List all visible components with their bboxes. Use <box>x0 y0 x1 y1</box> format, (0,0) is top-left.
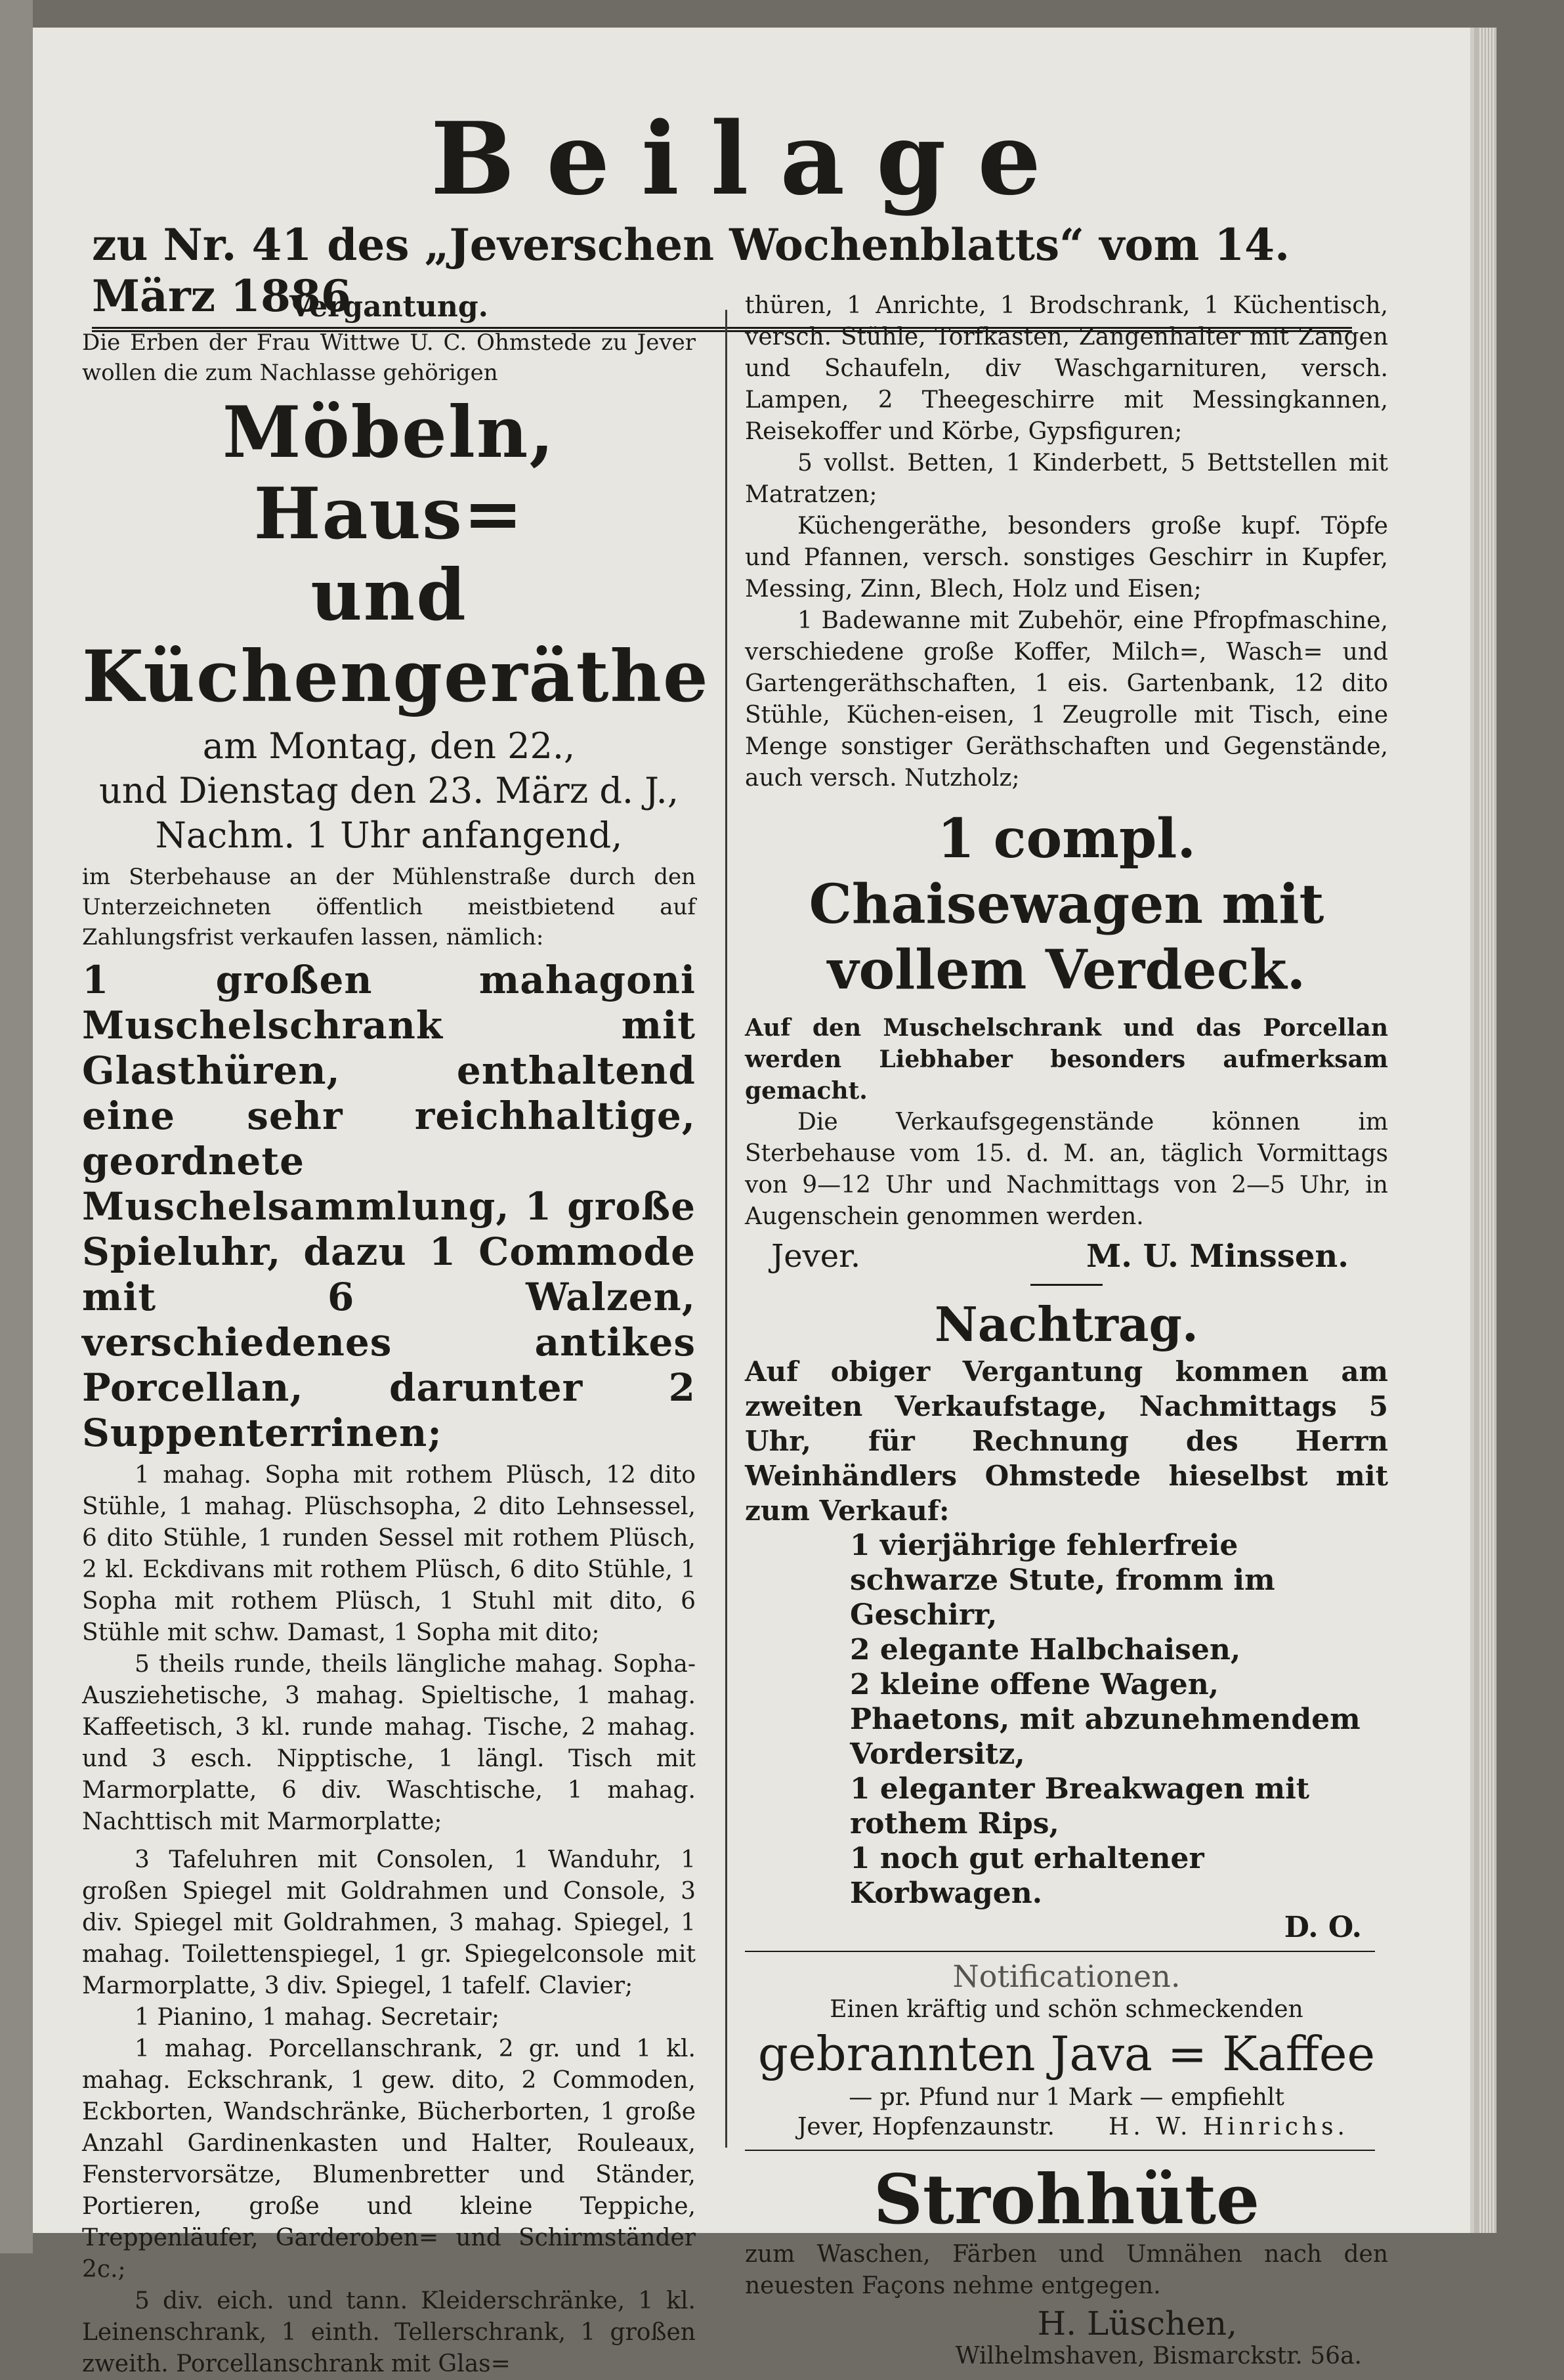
list-item: 5 div. eich. und tann. Kleiderschränke, 1 kl. Leinenschrank, 1 einth. Tellerschrank, 1 großen zweith. Porcellanschrank mit Glas= <box>82 2287 696 2377</box>
list-item: 1 noch gut erhaltener Korbwagen. <box>850 1842 1204 1910</box>
featured-items: 1 großen mahagoni Muschelschrank mit Glasthüren, enthaltend eine sehr reichhaltige, geordnete Muschelsammlung, 1 große Spieluhr, dazu 1 Commode mit 6 Walzen, verschiedenes antikes Porcellan, darunter 2 Suppenterrinen; <box>82 958 696 1455</box>
signature-line <box>745 1238 1388 1275</box>
auction-date-1: am Montag, den 22., <box>202 725 576 767</box>
viewing-note: Die Verkaufsgegenstände können im Sterbehause vom 15. d. M. an, täglich Vormittags von 9—12 Uhr und Nachmittags von 2—5 Uhr, in Augenschein genommen werden. <box>745 1109 1388 1230</box>
coffee-price: — pr. Pfund nur 1 Mark — empfiehlt <box>849 2084 1284 2111</box>
list-item: 2 kleine offene Wagen, Phaetons, mit abzunehmendem Vordersitz, <box>850 1668 1361 1771</box>
list-item: 2 elegante Halbchaisen, <box>850 1633 1241 1667</box>
straw-hats-title: Strohhüte <box>873 2159 1260 2240</box>
nachtrag-signature: D. O. <box>1284 1911 1362 1944</box>
list-item: 3 Tafeluhren mit Consolen, 1 Wanduhr, 1 großen Spiegel mit Goldrahmen und Console, 3 div. Spiegel mit Goldrahmen, 3 mahag. Spiegel, 1 mahag. Toilettenspiegel, 1 gr. Spiegelconsole mit Marmorplatte, 3 div. Spiegel, 1 tafelf. Clavier; <box>82 1846 696 1999</box>
nachtrag-title: Nachtrag. <box>935 1296 1198 1352</box>
straw-hats-address: Wilhelmshaven, Bismarckstr. 56a. <box>955 2343 1362 2369</box>
coffee-signature <box>745 2114 1388 2140</box>
page-edge <box>1479 28 1496 2233</box>
coffee-intro: Einen kräftig und schön schmeckenden <box>830 1996 1303 2023</box>
list-item: Küchengeräthe, besonders große kupf. Töpfe und Pfannen, versch. sonstiges Geschirr in Kupfer, Messing, Zinn, Blech, Holz und Eisen; <box>745 513 1388 603</box>
wagon-headline: 1 compl. Chaisewagen mit vollem Verdeck. <box>809 807 1324 1002</box>
issue-reference: zu Nr. 41 des „Jeverschen Wochenblatts“ vom 14. März 1886 <box>92 219 1290 322</box>
notifications-title: Notificationen. <box>952 1959 1181 1994</box>
coffee-address: Jever, Hopfenzaunstr. <box>797 2114 1055 2140</box>
masthead-title: Beilage <box>430 100 1073 217</box>
scan-margin <box>0 0 33 2253</box>
place-name: Jever. <box>771 1238 861 1275</box>
straw-hats-seller: H. Lüschen, <box>1037 2305 1237 2343</box>
auction-title-2: und Küchengeräthe <box>82 554 709 718</box>
straw-hats-text: zum Waschen, Färben und Umnähen nach den neuesten Façons nehme entgegen. <box>745 2241 1388 2299</box>
list-item: 1 vierjährige fehlerfreie schwarze Stute, fromm im Geschirr, <box>850 1529 1275 1632</box>
auction-title-1: Möbeln, Haus= <box>222 391 555 555</box>
divider-rule <box>745 2150 1375 2151</box>
list-item: 1 Pianino, 1 mahag. Secretair; <box>135 2004 499 2031</box>
divider-rule <box>745 1951 1375 1952</box>
collector-note: Auf den Muschelschrank und das Porcellan werden Liebhaber besonders aufmerksam gemacht. <box>745 1014 1388 1105</box>
auction-intro: Die Erben der Frau Wittwe U. C. Ohmstede zu Jever wollen die zum Nachlasse gehörigen <box>82 329 696 386</box>
divider-rule <box>1030 1284 1103 1286</box>
list-item: 1 mahag. Sopha mit rothem Plüsch, 12 dito Stühle, 1 mahag. Plüschsopha, 2 dito Lehnsessel, 6 dito Stühle, 1 runden Sessel mit rothem Plüsch, 2 kl. Eckdivans mit rothem Plüsch, 6 dito Stühle, 1 Sopha mit rothem Plüsch, 1 Stuhl mit dito, 6 Stühle mit schw. Damast, 1 Sopha mit dito; <box>82 1462 696 1646</box>
list-item: 5 theils runde, theils längliche mahag. Sopha-Ausziehetische, 3 mahag. Spieltische, 1 mahag. Kaffeetisch, 3 kl. runde mahag. Tische, 2 mahag. und 3 esch. Nipptische, 1 längl. Tisch mit Marmorplatte, 6 div. Waschtische, 1 mahag. Nachttisch mit Marmorplatte; <box>82 1651 696 1835</box>
auction-date-3: Nachm. 1 Uhr anfangend, <box>155 815 623 856</box>
auction-heading: Vergantung. <box>289 290 488 324</box>
newspaper-page <box>33 28 1470 2377</box>
auction-date-2: und Dienstag den 23. März d. J., <box>98 770 679 811</box>
auction-place: im Sterbehause an der Mühlenstraße durch den Unterzeichneten öffentlich meistbietend auf Zahlungsfrist verkaufen lassen, nämlich: <box>82 864 696 950</box>
list-item: thüren, 1 Anrichte, 1 Brodschrank, 1 Küchentisch, versch. Stühle, Torfkasten, Zangenhalter mit Zangen und Schaufeln, div Waschgarnituren, versch. Lampen, 2 Theegeschirre mit Messingkannen, Reisekoffer und Körbe, Gypsfiguren; <box>745 292 1388 445</box>
coffee-seller: H. W. Hinrichs. <box>1109 2114 1349 2140</box>
list-item: 1 mahag. Porcellanschrank, 2 gr. und 1 kl. mahag. Eckschrank, 1 gew. dito, 2 Commoden, Eckborten, Wandschränke, Bücherborten, 1 große Anzahl Gardinenkasten und Halter, Rouleaux, Fenstervorsätze, Blumenbretter und Ständer, Portieren, große und kleine Teppiche, Treppenläufer, Garderoben= und Schirmständer 2c.; <box>82 2035 696 2283</box>
coffee-title: gebrannten Java = Kaffee <box>757 2026 1376 2081</box>
list-item: 1 eleganter Breakwagen mit rothem Rips, <box>850 1772 1310 1840</box>
right-column <box>745 290 1388 2369</box>
column-divider <box>725 310 727 2148</box>
left-column <box>82 290 709 2380</box>
auctioneer-name: M. U. Minssen. <box>1086 1238 1349 1275</box>
nachtrag-intro: Auf obiger Vergantung kommen am zweiten Verkaufstage, Nachmittags 5 Uhr, für Rechnung des Herrn Weinhändlers Ohmstede hieselbst mit zum Verkauf: <box>745 1355 1388 1527</box>
list-item: 5 vollst. Betten, 1 Kinderbett, 5 Bettstellen mit Matratzen; <box>745 450 1388 508</box>
list-item: 1 Badewanne mit Zubehör, eine Pfropfmaschine, verschiedene große Koffer, Milch=, Wasch= und Gartengeräthschaften, 1 eis. Gartenbank, 12 dito Stühle, Küchen-eisen, 1 Zeugrolle mit Tisch, eine Menge sonstiger Geräthschaften und Gegenstände, auch versch. Nutzholz; <box>745 607 1388 792</box>
